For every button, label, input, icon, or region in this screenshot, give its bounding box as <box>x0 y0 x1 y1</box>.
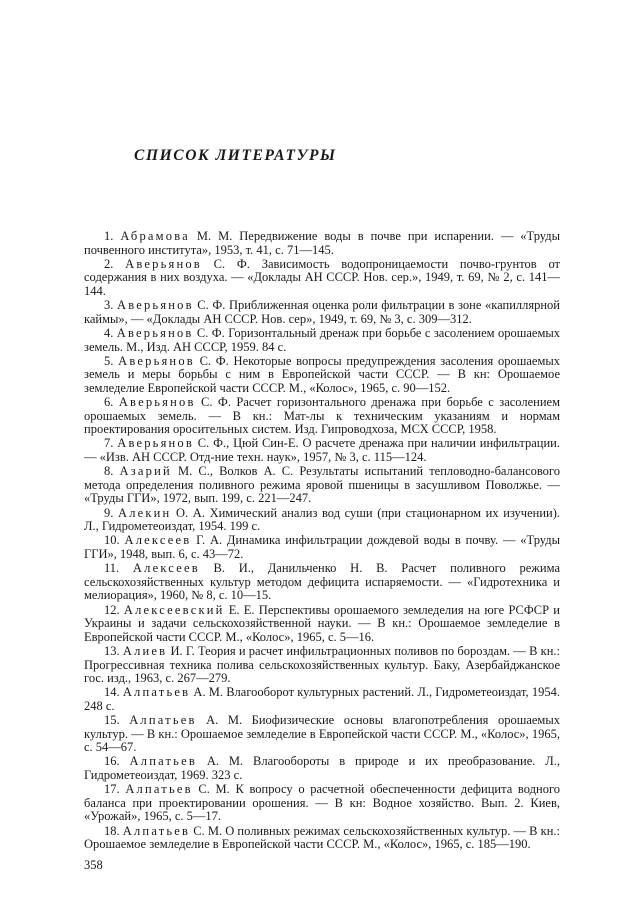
reference-entry <box>84 396 560 437</box>
reference-author: Аверьянов <box>118 353 195 368</box>
reference-text: И. Г. Теория и расчет инфильтрационных поливов по бороздам. — В кн.: Прогрессивная техника полива сельскохозяйственных культур. Баку, Азербайджанское гос. изд., 1963, с. 267—279. <box>84 643 561 686</box>
reference-number: 18. <box>104 823 120 838</box>
reference-number: 12. <box>104 602 120 617</box>
page-number: 358 <box>84 858 103 872</box>
reference-author: Алексеевский <box>123 602 225 617</box>
reference-author: Алексеев <box>124 533 192 548</box>
reference-author: Алпатьев <box>122 823 191 838</box>
reference-number: 1. <box>104 229 114 243</box>
reference-number: 3. <box>104 298 114 313</box>
reference-text: С. Ф. Расчет горизонтального дренажа при борьбе с засолением орошаемых земель. — В кн.: Мат-лы к техническим указаниям и нормам проектирования оросительных систем. Изд. Гипроводхоза, МСХ СССР, 1958. <box>84 395 561 437</box>
reference-number: 5. <box>104 353 114 368</box>
reference-author: Аверьянов <box>116 325 194 340</box>
reference-author: Алексеев <box>132 561 200 576</box>
reference-number: 4. <box>104 325 114 340</box>
reference-author: Аверьянов <box>118 395 196 410</box>
reference-number: 16. <box>104 754 120 769</box>
reference-author: Алпатьев <box>125 782 193 797</box>
reference-number: 11. <box>104 561 120 576</box>
reference-entry <box>84 714 560 755</box>
reference-number: 17. <box>104 782 120 797</box>
reference-entry <box>84 437 560 464</box>
reference-number: 2. <box>104 256 114 271</box>
reference-number: 15. <box>104 713 120 728</box>
reference-text: С. Ф. Горизонтальный дренаж при борьбе с засолением орошаемых земель. М., Изд. АН СССР, 1959. 84 с. <box>84 325 561 354</box>
reference-author: Алекин <box>117 505 172 520</box>
reference-author: Алпатьев <box>129 713 197 728</box>
reference-list <box>84 230 560 852</box>
reference-number: 9. <box>104 505 114 520</box>
reference-text: С. М. О поливных режимах сельскохозяйственных культур. — В кн.: Орошаемое земледелие в Европейской части СССР. М., «Колос», 1965, с. 185—190. <box>84 823 561 852</box>
reference-entry <box>84 258 560 299</box>
reference-number: 10. <box>104 533 120 548</box>
reference-entry <box>84 355 560 396</box>
reference-entry <box>84 645 560 686</box>
reference-text: С. Ф. Некоторые вопросы предупреждения засоления орошаемых земель и меры борьбы с ним в Европейской части СССР. — В кн: Орошаемое земледелие Европейской части СССР. М., «Колос», 1965, с. 90—152. <box>84 353 561 395</box>
reference-text: А. М. Влагооборот культурных растений. Л., Гидрометеоиздат, 1954. 248 с. <box>84 685 560 713</box>
reference-entry <box>84 783 560 824</box>
reference-entry <box>84 534 560 561</box>
reference-author: Аверьянов <box>116 298 194 313</box>
reference-text: А. М. Биофизические основы влагопотребления орошаемых культур. — В кн.: Орошаемое земледелие в Европейской части СССР. М., «Колос», 1965, с. 54—67. <box>84 713 560 755</box>
reference-author: Абрамова <box>120 229 190 243</box>
reference-author: Аверьянов <box>117 436 194 451</box>
reference-entry <box>84 755 560 782</box>
reference-text: С. Ф. Зависимость водопроницаемости почво-грунтов от содержания в них воздуха. — «Доклады АН СССР. Нов. сер.», 1949, т. 69, № 2, с. 141—144. <box>84 256 560 298</box>
reference-text: О. А. Химический анализ вод суши (при стационарном их изучении). Л., Гидрометеоиздат, 1954. 199 с. <box>84 505 560 534</box>
reference-author: Алпатьев <box>122 685 191 700</box>
reference-text: С. М. К вопросу о расчетной обеспеченности дефицита водного баланса при проектировании орошения. — В кн: Водное хозяйство. Вып. 2. Киев, «Урожай», 1965, с. 5—17. <box>84 782 561 824</box>
reference-entry <box>84 604 560 645</box>
reference-number: 13. <box>104 643 120 658</box>
reference-text: А. М. Влагообороты в природе и их преобразование. Л., Гидрометеоиздат, 1969. 323 с. <box>84 754 560 783</box>
reference-entry <box>84 230 560 257</box>
reference-text: Е. Е. Перспективы орошаемого земледелия на юге РСФСР и Украины и задачи сельскохозяйственной науки. — В кн.: Орошаемое земледелие в Европейской части СССР. М., «Колос», 1965, с. 5—16. <box>84 602 560 644</box>
reference-number: 6. <box>104 395 114 410</box>
reference-author: Аверьянов <box>125 256 202 271</box>
reference-author: Азарий <box>119 464 172 479</box>
reference-text: Г. А. Динамика инфильтрации дождевой воды в почву. — «Труды ГГИ», 1948, вып. 6, с. 43—72. <box>84 533 561 561</box>
reference-entry <box>84 507 560 534</box>
reference-entry <box>84 299 560 326</box>
reference-text: В. И., Данильченко Н. В. Расчет поливного режима сельскохозяйственных культур методом дефицита испаряемости. — «Гидротехника и мелиорация», 1960, № 8, с. 10—15. <box>84 561 560 603</box>
reference-text: М. С., Волков А. С. Результаты испытаний тепловодно-балансового метода определения поливного режима яровой пшеницы в засушливом Поволжье. — «Труды ГГИ», 1972, вып. 199, с. 221—247. <box>84 464 560 506</box>
reference-entry <box>84 327 560 354</box>
reference-entry <box>84 562 560 603</box>
reference-number: 7. <box>104 436 114 451</box>
reference-text: С. Ф. Приближенная оценка роли фильтрации в зоне «капиллярной каймы», — «Доклады АН СССР. Нов. сер», 1949, т. 69, № 3, с. 309—312. <box>84 298 560 326</box>
reference-author: Алиев <box>122 643 168 658</box>
reference-text: С. Ф., Цюй Син-Е. О расчете дренажа при наличии инфильтрации. — «Изв. АН СССР. Отд-ние техн. наук», 1957, № 3, с. 115—124. <box>84 436 561 465</box>
reference-number: 8. <box>104 464 114 479</box>
reference-entry <box>84 825 560 852</box>
page-title: СПИСОК ЛИТЕРАТУРЫ <box>134 147 337 164</box>
reference-number: 14. <box>104 685 120 700</box>
reference-entry <box>84 465 560 506</box>
reference-text: М. М. Передвижение воды в почве при испарении. — «Труды почвенного института», 1953, т. 41, с. 71—145. <box>84 229 560 257</box>
reference-entry <box>84 686 560 713</box>
reference-author: Алпатьев <box>129 754 197 769</box>
